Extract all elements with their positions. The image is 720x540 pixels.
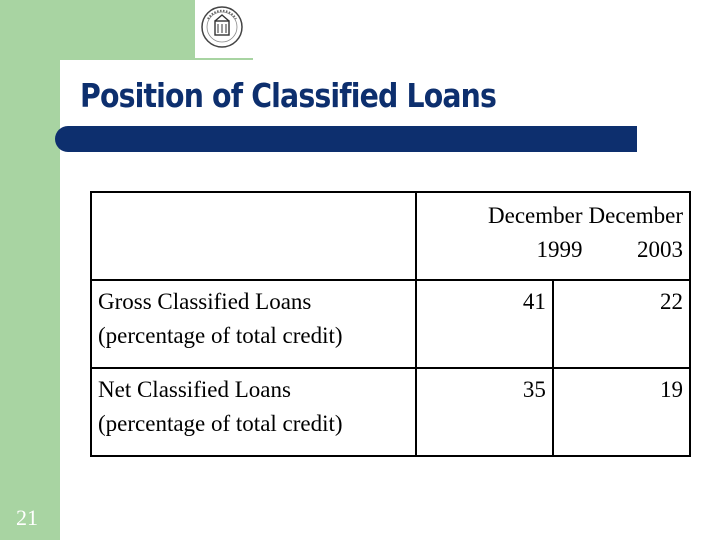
cell-gross-1999: 41 — [416, 280, 553, 368]
row-label-line2: (percentage of total credit) — [98, 411, 343, 436]
row-label-gross — [91, 280, 416, 368]
table-row — [91, 280, 690, 368]
seal-icon — [200, 5, 244, 49]
header-2003-year: 2003 — [637, 237, 683, 262]
row-label-line2: (percentage of total credit) — [98, 323, 343, 348]
cell-net-1999: 35 — [416, 368, 553, 456]
header-1999-year: 1999 — [536, 237, 583, 262]
page-number: 21 — [16, 505, 38, 530]
header-2003-month: December — [588, 203, 683, 228]
header-dec-1999 — [416, 192, 690, 280]
cell-gross-2003: 22 — [553, 280, 690, 368]
classified-loans-table — [90, 191, 691, 457]
cell-net-2003: 19 — [553, 368, 690, 456]
left-decor-band — [0, 0, 60, 540]
row-label-net — [91, 368, 416, 456]
table-row — [91, 368, 690, 456]
row-label-line1: Gross Classified Loans — [98, 289, 312, 314]
header-empty-cell — [91, 192, 416, 280]
title-underline-bar — [55, 126, 637, 152]
slide-title: Position of Classified Loans — [80, 76, 497, 115]
row-label-line1: Net Classified Loans — [98, 377, 291, 402]
logo — [195, 0, 253, 60]
header-1999-month: December — [488, 203, 583, 228]
table-header-row — [91, 192, 690, 280]
top-decor-band — [60, 0, 195, 60]
